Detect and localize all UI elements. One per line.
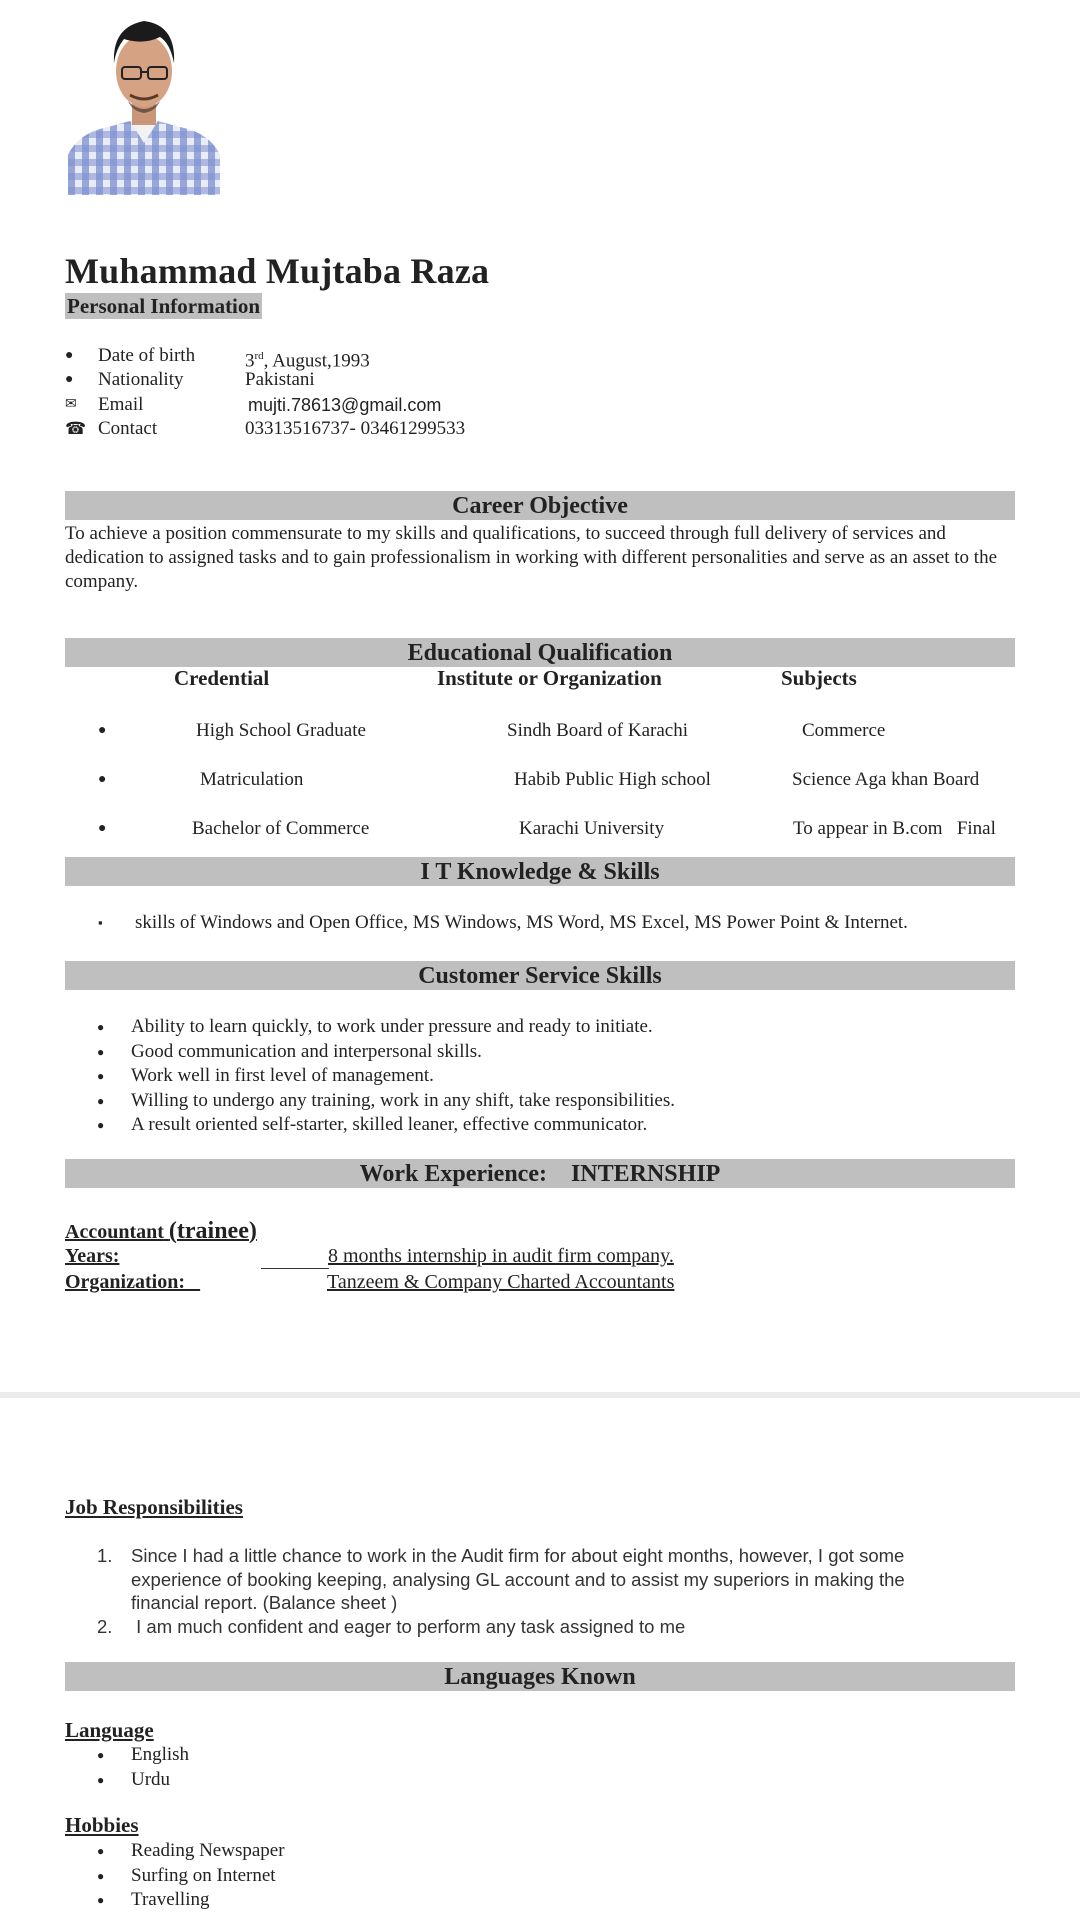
institute-cell: Habib Public High school [514, 769, 711, 790]
resume-page-2 [0, 1398, 1080, 1920]
list-item: ● Surfing on Internet [65, 1864, 285, 1889]
candidate-name: Muhammad Mujtaba Raza [65, 251, 490, 291]
credential-cell: Bachelor of Commerce [192, 818, 370, 839]
it-skills-heading: I T Knowledge & Skills [65, 857, 1015, 886]
dob-value: 3rd, August,1993 [245, 350, 370, 372]
profile-photo [68, 5, 220, 195]
education-row [0, 816, 1080, 842]
email-value[interactable]: mujti.78613@gmail.com [248, 395, 442, 415]
bullet-icon: ● [98, 723, 107, 738]
list-item: ● Urdu [65, 1768, 189, 1793]
col-header-institute: Institute or Organization [437, 666, 662, 690]
responsibilities-list [65, 1544, 965, 1638]
customer-service-list [65, 1015, 675, 1138]
career-objective-heading: Career Objective [65, 491, 1015, 520]
language-sub-title: Language [65, 1718, 154, 1742]
position-title: Accountant (trainee) [65, 1218, 257, 1244]
underline-divider [261, 1268, 329, 1269]
envelope-icon: ✉ [65, 397, 77, 412]
person-photo-icon [68, 5, 220, 195]
language-list [65, 1743, 189, 1792]
years-value: 8 months internship in audit firm company. [328, 1245, 674, 1267]
bullet-icon: ● [65, 372, 74, 387]
bullet-icon: ● [65, 348, 74, 363]
job-responsibilities-title: Job Responsibilities [65, 1495, 243, 1519]
subjects-cell: To appear in B.com Final [793, 818, 996, 839]
nationality-label: Nationality [98, 369, 184, 390]
contact-value: 03313516737- 03461299533 [245, 418, 466, 439]
col-header-subjects: Subjects [781, 666, 857, 690]
hobbies-title: Hobbies [65, 1813, 139, 1837]
subjects-cell: Commerce [802, 720, 886, 741]
list-item: 1. Since I had a little chance to work in the Audit firm for about eight months, however, I got some experience of booking keeping, analysing GL account and to assist my superiors in making the financial report. (Balance sheet ) [97, 1545, 905, 1613]
bullet-icon: ● [98, 821, 107, 836]
list-item: ● Work well in first level of management. [65, 1064, 675, 1089]
col-header-credential: Credential [174, 666, 270, 690]
institute-cell: Karachi University [519, 818, 665, 839]
it-skills-text: skills of Windows and Open Office, MS Windows, MS Word, MS Excel, MS Power Point & Internet. [135, 912, 908, 933]
organization-value: Tanzeem & Company Charted Accountants [327, 1271, 675, 1293]
hobbies-list [65, 1839, 285, 1913]
list-item: ● Reading Newspaper [65, 1839, 285, 1864]
list-item: ● English [65, 1743, 189, 1768]
subjects-cell: Science Aga khan Board [792, 769, 980, 790]
dob-label: Date of birth [98, 345, 196, 366]
list-item: ● Travelling [65, 1888, 285, 1913]
career-objective-text: To achieve a position commensurate to my skills and qualifications, to succeed through full delivery of services and dedication to assigned tasks and to gain professionalism in working with different personalities and serve as an asset to the company. [65, 523, 998, 592]
languages-heading: Languages Known [65, 1662, 1015, 1691]
email-label: Email [98, 394, 144, 415]
list-item: 2. I am much confident and eager to perform any task assigned to me [97, 1615, 686, 1637]
list-item: ● A result oriented self-starter, skilled leaner, effective communicator. [65, 1113, 675, 1138]
organization-label: Organization: _ [65, 1271, 200, 1293]
list-item: ● Ability to learn quickly, to work under pressure and ready to initiate. [65, 1015, 675, 1040]
credential-cell: Matriculation [200, 769, 304, 790]
nationality-value: Pakistani [245, 369, 315, 390]
education-row [0, 718, 1080, 744]
list-item: ● Willing to undergo any training, work in any shift, take responsibilities. [65, 1089, 675, 1114]
credential-cell: High School Graduate [196, 720, 366, 741]
contact-label: Contact [98, 418, 158, 439]
bullet-icon: ● [98, 772, 107, 787]
institute-cell: Sindh Board of Karachi [507, 720, 688, 741]
bullet-icon: ▪ [98, 915, 103, 930]
customer-service-heading: Customer Service Skills [65, 961, 1015, 990]
education-heading: Educational Qualification [65, 638, 1015, 667]
years-label: Years: [65, 1245, 120, 1267]
personal-info-title: Personal Information [67, 294, 261, 318]
education-row [0, 767, 1080, 793]
list-item: ● Good communication and interpersonal skills. [65, 1040, 675, 1065]
work-experience-heading: Work Experience: INTERNSHIP [65, 1159, 1015, 1188]
phone-icon: ☎ [65, 419, 87, 438]
